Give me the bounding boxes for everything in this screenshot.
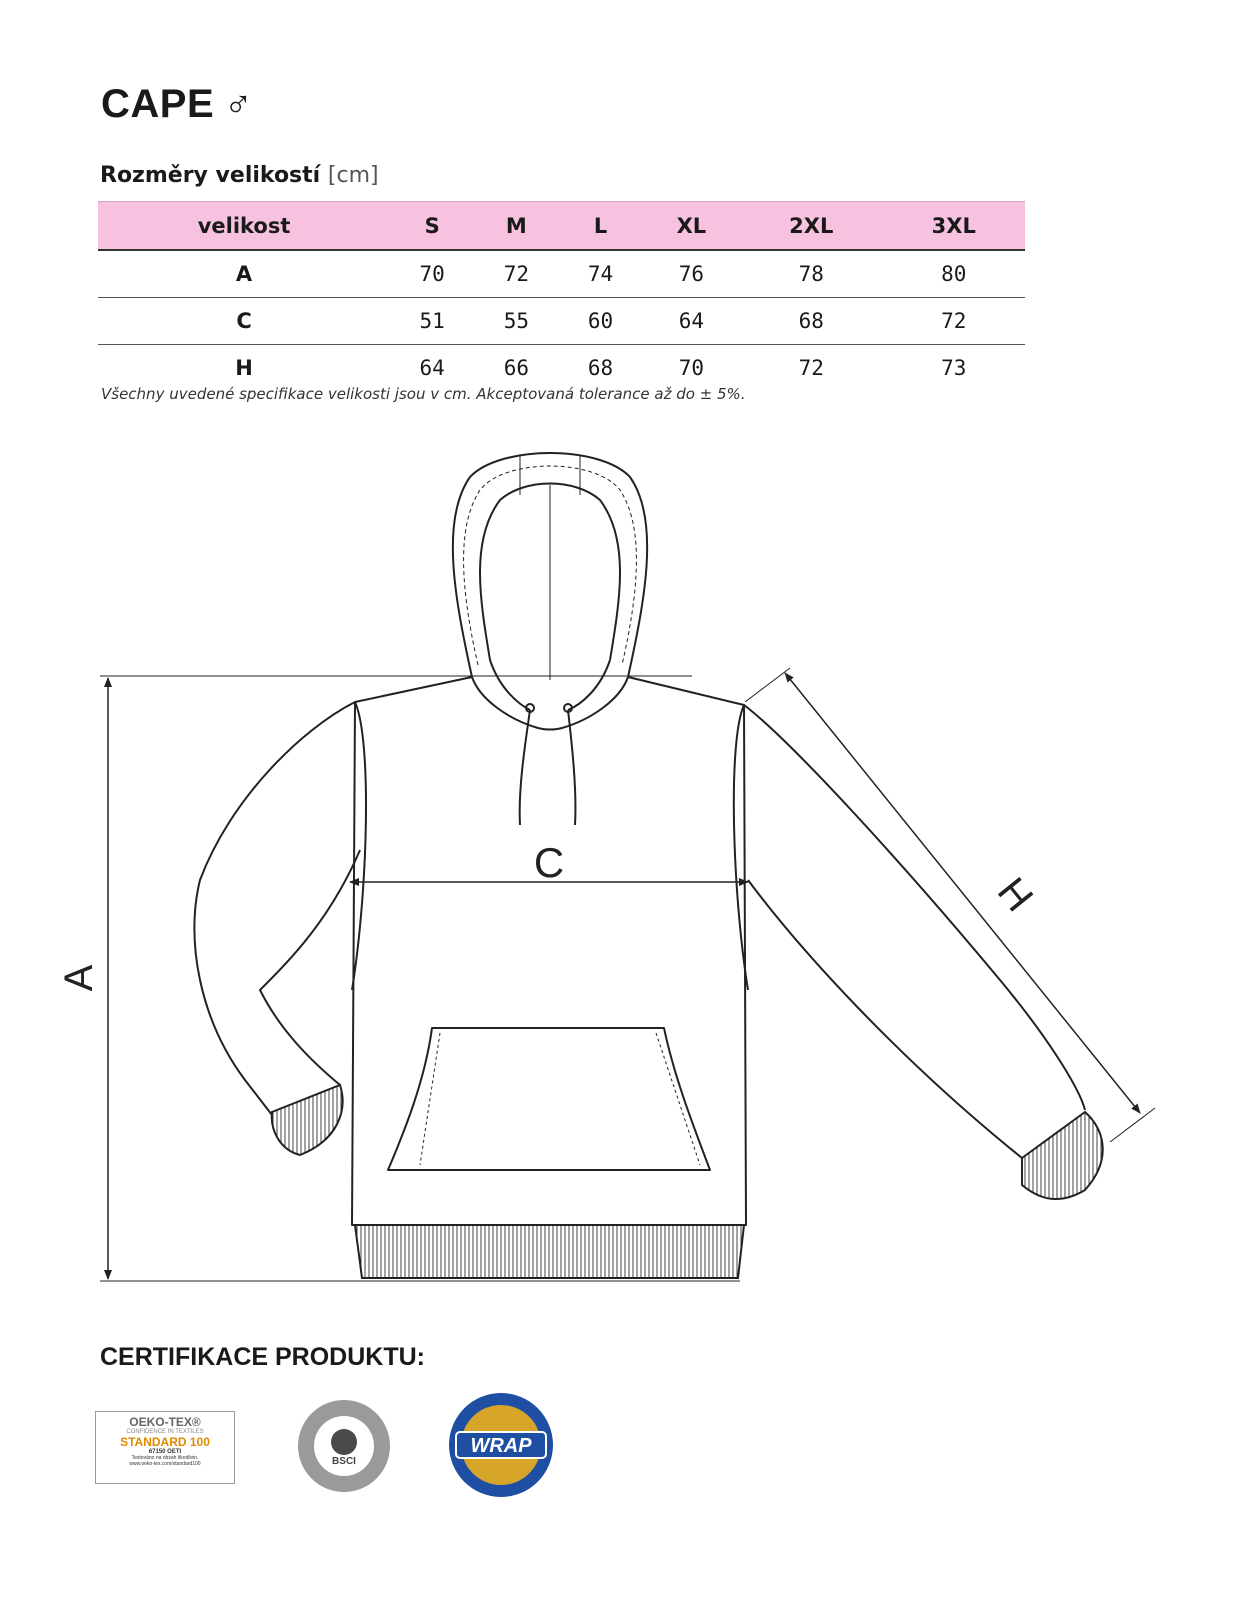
- size-table-unit: [cm]: [327, 163, 379, 188]
- size-header-m: M: [474, 202, 558, 251]
- row-label-a: A: [98, 250, 390, 298]
- table-cell: 64: [643, 298, 740, 345]
- table-row: [98, 298, 1025, 345]
- oeko-tex-code: 67150 OETI: [148, 1449, 182, 1455]
- table-cell: 74: [558, 250, 642, 298]
- measurement-c-label: C: [533, 839, 565, 886]
- certifications-heading: CERTIFIKACE PRODUKTU:: [100, 1343, 425, 1371]
- size-table: [98, 201, 1025, 391]
- product-name: CAPE: [101, 82, 215, 126]
- size-table-header-row: [98, 202, 1025, 251]
- table-cell: 76: [643, 250, 740, 298]
- measurement-lines: [100, 668, 1155, 1281]
- table-cell: 55: [474, 298, 558, 345]
- table-cell: 73: [941, 356, 967, 380]
- size-table-heading-text: Rozměry velikostí: [100, 163, 321, 188]
- bsci-logo: [296, 1398, 392, 1494]
- oeko-tex-tagline: CONFIDENCE IN TEXTILES: [126, 1429, 204, 1435]
- row-label-c: C: [98, 298, 390, 345]
- table-cell: 70: [678, 356, 704, 380]
- size-header-s: S: [390, 202, 474, 251]
- table-cell: 68: [740, 298, 882, 345]
- oeko-tex-standard: STANDARD 100: [120, 1435, 210, 1449]
- size-table-heading: [100, 163, 379, 188]
- table-cell: 70: [390, 250, 474, 298]
- ribbed-cuffs: [272, 1085, 1103, 1278]
- oeko-tex-logo: [95, 1411, 235, 1484]
- size-header-xl: XL: [643, 202, 740, 251]
- size-header-label: velikost: [98, 202, 390, 251]
- hoodie-measurement-diagram: [0, 440, 1241, 1300]
- measurement-a-label: A: [57, 964, 101, 992]
- measurement-h-label: H: [988, 869, 1042, 920]
- table-cell: 78: [740, 250, 882, 298]
- table-cell: 72: [798, 356, 824, 380]
- wrap-logo: [446, 1390, 556, 1500]
- bsci-name: BSCI: [332, 1456, 356, 1467]
- table-cell: 68: [587, 356, 614, 380]
- product-title: [101, 82, 253, 127]
- male-symbol-icon: ♂: [224, 84, 254, 126]
- table-cell: 80: [883, 250, 1026, 298]
- size-header-l: L: [558, 202, 642, 251]
- table-cell: 51: [390, 298, 474, 345]
- table-row: [98, 250, 1025, 298]
- oeko-tex-brand: OEKO-TEX®: [129, 1415, 201, 1429]
- tolerance-note: Všechny uvedené specifikace velikosti jsou v cm. Akceptovaná tolerance až do ± 5%.: [101, 385, 746, 403]
- table-cell: 72: [883, 298, 1026, 345]
- oeko-tex-tested: Testováno na obsah škodlivin.: [131, 1455, 199, 1461]
- table-cell: 64: [419, 356, 445, 380]
- oeko-tex-url: www.oeko-tex.com/standard100: [129, 1461, 201, 1467]
- size-header-2xl: 2XL: [740, 202, 882, 251]
- table-cell: 60: [558, 298, 642, 345]
- size-header-3xl: 3XL: [883, 202, 1026, 251]
- wrap-name: WRAP: [470, 1435, 532, 1457]
- table-cell: 66: [503, 356, 530, 380]
- measurement-h-line: [785, 673, 1140, 1113]
- row-label-h: H: [235, 356, 253, 380]
- table-cell: 72: [474, 250, 558, 298]
- globe-icon: [331, 1429, 357, 1455]
